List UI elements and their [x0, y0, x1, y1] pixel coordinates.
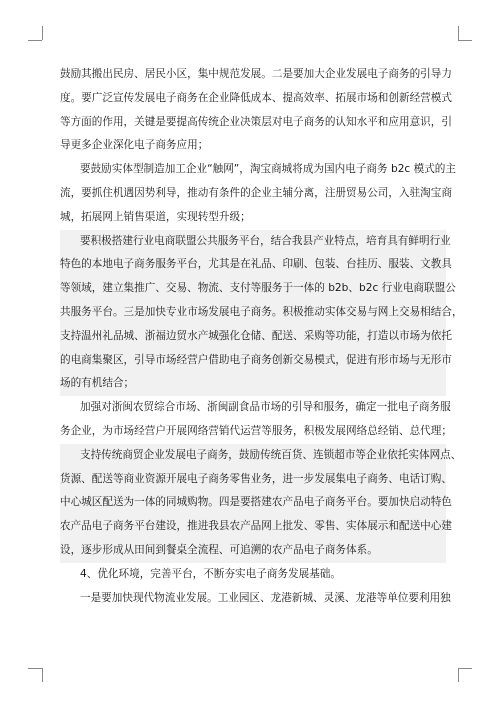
text-line: 等方面的作用，关键是要提高传统企业决策层对电子商务的认知水平和应用意识，引: [60, 115, 452, 128]
text-line: 要积极搭建行业电商联盟公共服务平台，结合我县产业特点，培育具有鲜明行业: [80, 234, 451, 247]
paragraph: [60, 158, 456, 229]
crop-mark-bottom-left-h: [28, 668, 42, 669]
document-body: [60, 63, 463, 610]
text-line: 共服务平台。三是加快专业市场发展电子商务。积极推动实体交易与网上交易相结合，: [60, 305, 463, 318]
crop-mark-top-right-h: [458, 40, 472, 41]
paragraph: [60, 230, 463, 397]
text-line: 城，拓展网上销售渠道，实现转型升级；: [60, 210, 251, 223]
text-line: 支持传统商贸企业发展电子商务，鼓励传统百货、连锁超市等企业依托实体网点、: [80, 448, 462, 461]
crop-mark-bottom-right-h: [458, 668, 472, 669]
text-line: 4、优化环境，完善平台，不断夯实电子商务发展基础。: [80, 567, 341, 580]
text-line: 导更多企业深化电子商务应用；: [60, 139, 209, 152]
text-line: 一是要加快现代物流业发展。工业园区、龙港新城、灵溪、龙港等单位要利用独: [80, 591, 451, 604]
crop-mark-top-right-v: [458, 26, 459, 40]
text-line: 的电商集聚区，引导市场经营户借助电子商务创新交易模式，促进有形市场与无形市: [60, 353, 452, 366]
text-line: 农产品电子商务平台建设，推进我县农产品网上批发、零售、实体展示和配送中心建: [60, 520, 452, 533]
crop-mark-top-left-v: [42, 26, 43, 40]
text-line: 鼓励其搬出民房、居民小区，集中规范发展。二是要加大企业发展电子商务的引导力: [60, 68, 452, 80]
text-line: 场的有机结合；: [60, 377, 135, 390]
crop-mark-top-left-h: [28, 40, 42, 41]
text-line: 特色的本地电子商务服务平台，尤其是在礼品、印刷、包装、台挂历、服装、文教具: [60, 258, 452, 271]
text-line: 设，逐步形成从田间到餐桌全流程、可追溯的农产品电子商务体系。: [60, 543, 378, 556]
text-line: 度。要广泛宣传发展电子商务在企业降低成本、提高效率、拓展市场和创新经营模式: [60, 91, 452, 104]
text-line: 流，要抓住机遇因势利导，推动有条件的企业主辅分离，注册贸易公司，入驻淘宝商: [60, 186, 452, 199]
text-line: 货源、配送等商业资源开展电子商务零售业务，进一步发展集电子商务、电话订购、: [60, 472, 452, 485]
text-line: 等领域，建立集推广、交易、物流、支付等服务于一体的 b2b、b2c 行业电商联盟公: [60, 282, 456, 295]
paragraph: [60, 63, 452, 158]
text-line: 支持温州礼品城、浙福边贸水产城强化仓储、配送、采购等功能，打造以市场为依托: [60, 329, 452, 342]
paragraph: [60, 396, 452, 444]
text-line: 加强对浙闽农贸综合市场、浙闽副食品市场的引导和服务，确定一批电子商务服: [80, 401, 451, 414]
crop-mark-bottom-right-v: [458, 668, 459, 682]
text-line: 要鼓励实体型制造加工企业“触网”，淘宝商城将成为国内电子商务 b2c 模式的主: [80, 163, 456, 176]
text-line: 中心城区配送为一体的同城购物。四是要搭建农产品电子商务平台。要加快启动特色: [60, 496, 452, 509]
paragraph: [60, 563, 446, 587]
text-line: 务企业，为市场经营户开展网络营销代运营等服务，积极发展网络总经销、总代理；: [60, 424, 452, 437]
paragraph: [60, 587, 451, 611]
paragraph: [60, 444, 462, 563]
crop-mark-bottom-left-v: [42, 668, 43, 682]
